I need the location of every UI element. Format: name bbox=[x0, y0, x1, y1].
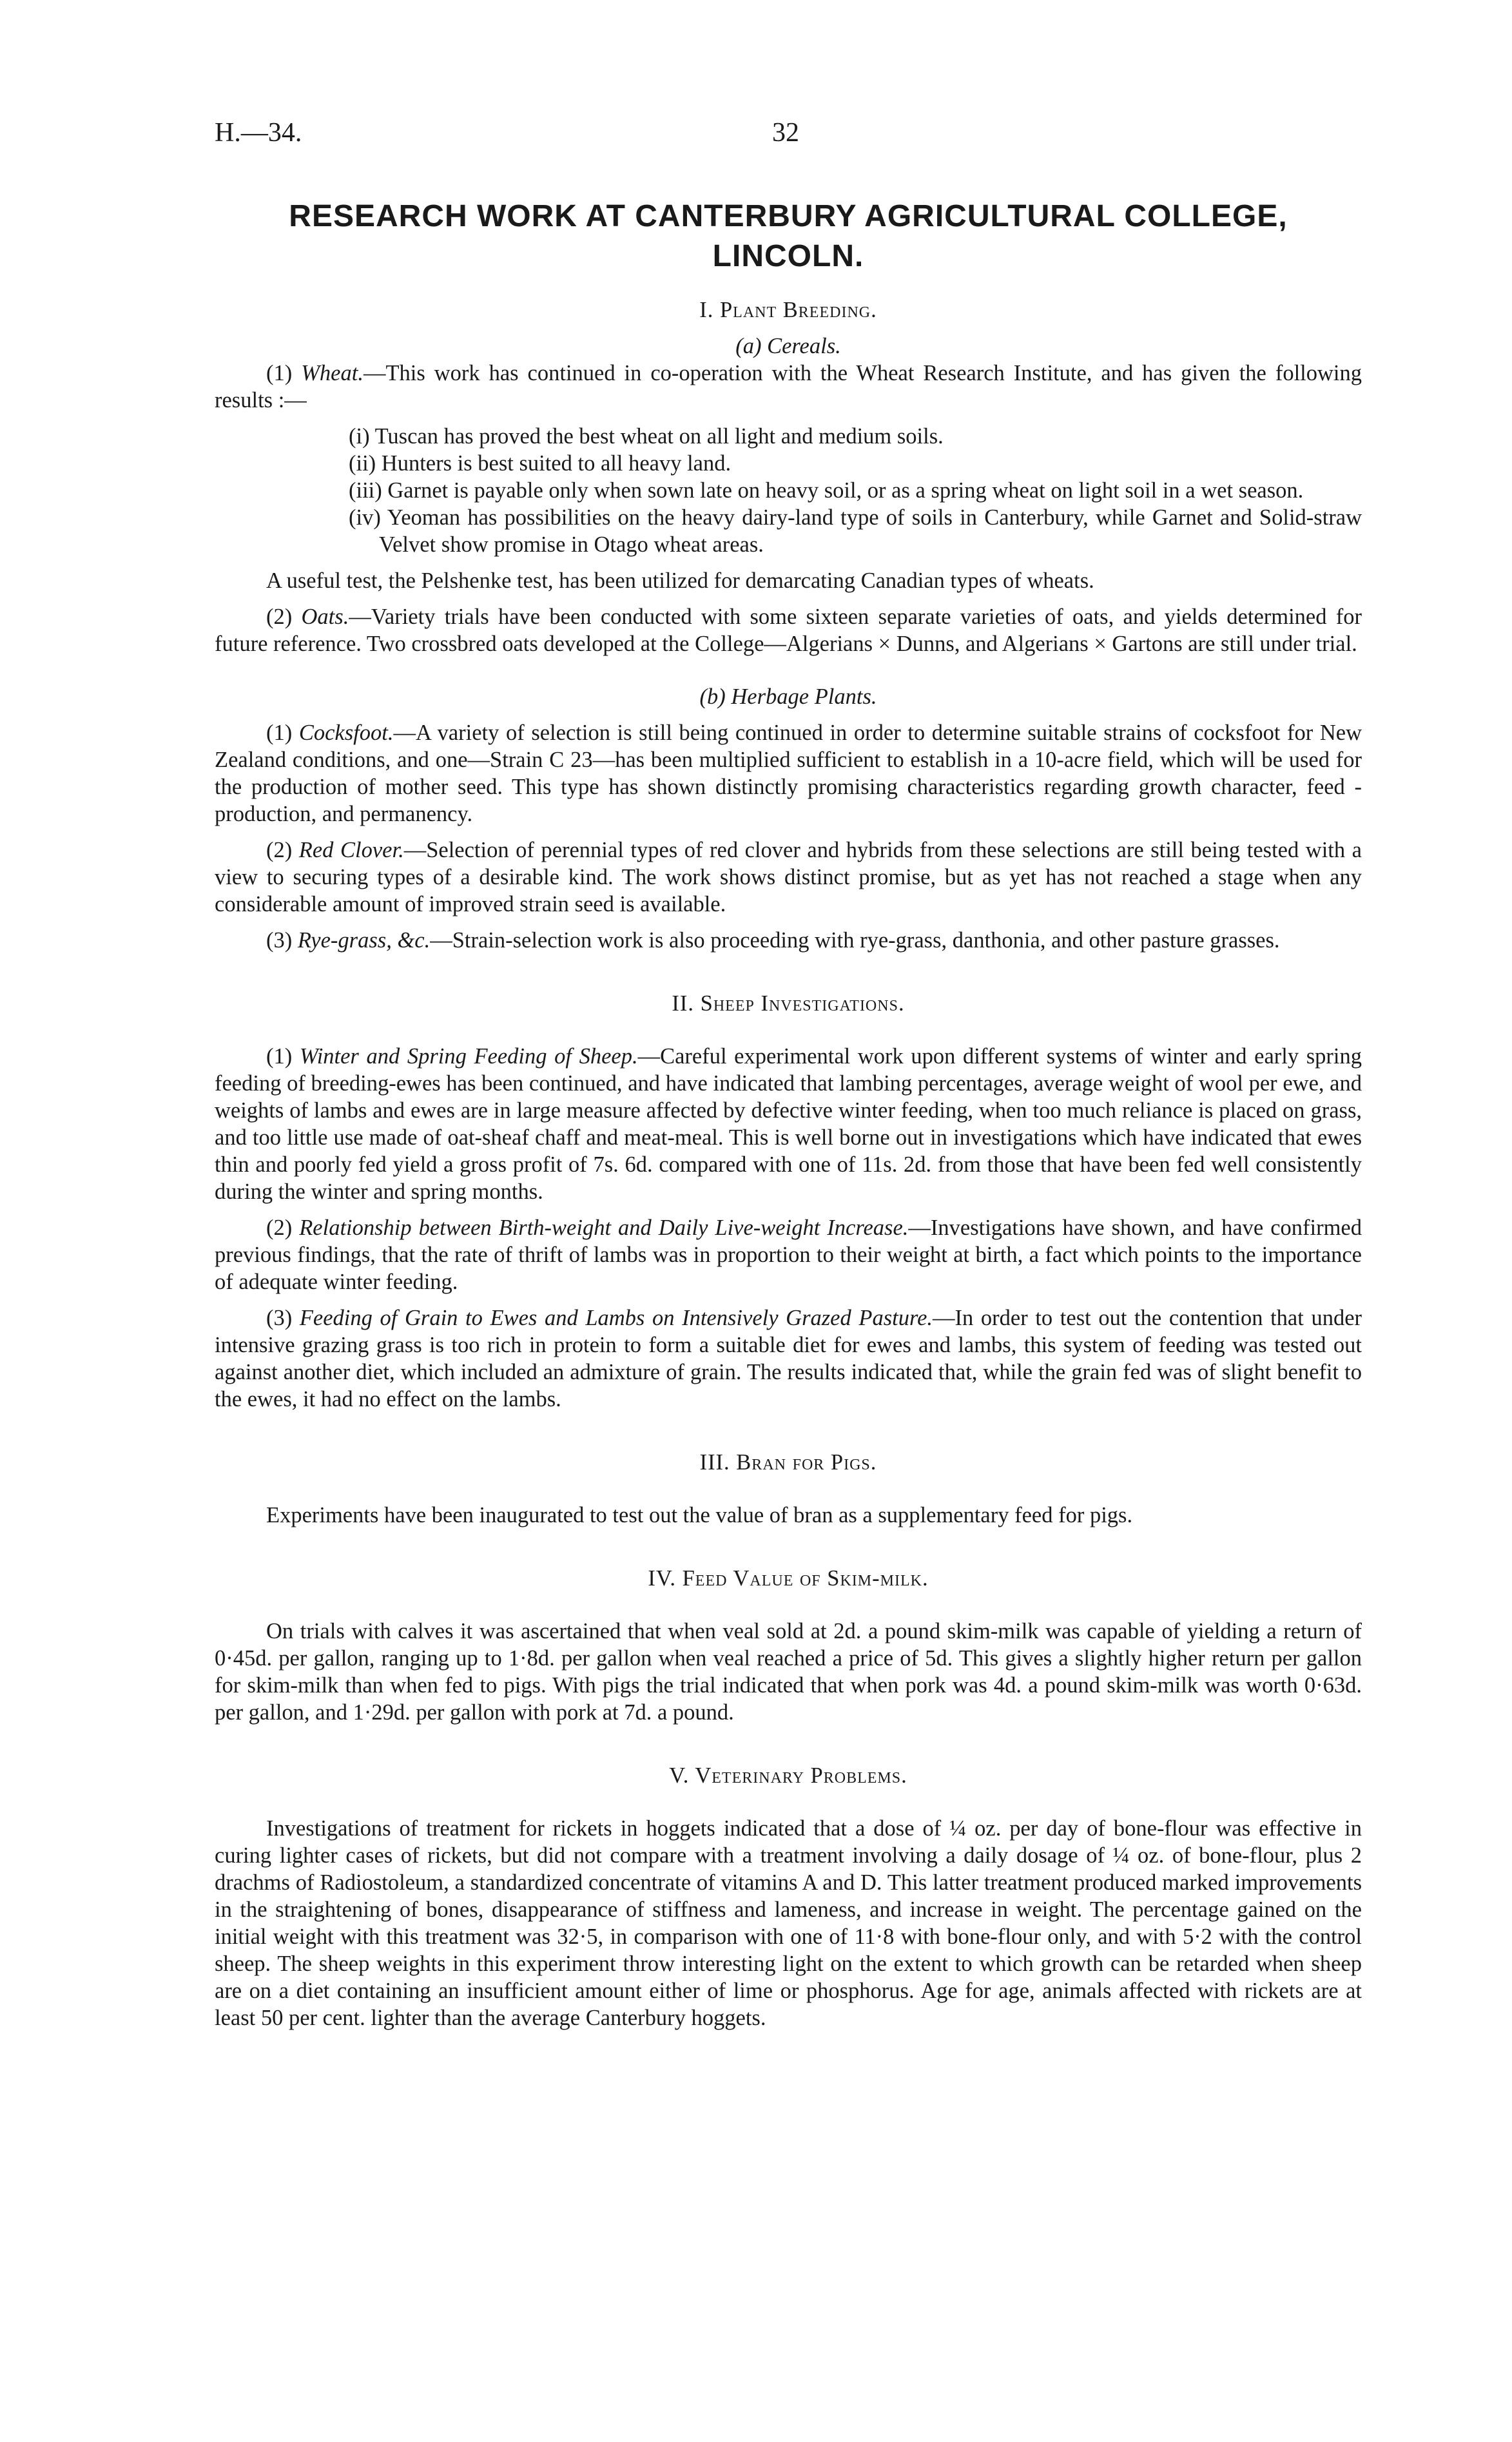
paragraph-pelshenke-note: A useful test, the Pelshenke test, has been utilized for demarcating Canadian types of wheats. bbox=[266, 568, 1094, 593]
paragraph-skim-milk: On trials with calves it was ascertained that when veal sold at 2d. a pound skim-milk was capable of yielding a return of 0·45d. per gallon, ranging up to 1·8d. per gallon when veal reached a price of 5d. This gives a slightly higher return per gallon for skim-milk than when fed to pigs. With pigs the trial indicated that when pork was 4d. a pound skim-milk was worth 0·63d. per gallon, and 1·29d. per gallon with pork at 7d. a pound. bbox=[215, 1619, 1362, 1725]
paragraph-bran: Experiments have been inaugurated to test out the value of bran as a supplementary feed for pigs. bbox=[266, 1503, 1133, 1527]
section-heading-sheep-investigations: II. Sheep Investigations. bbox=[672, 991, 905, 1016]
list-item: (iii) Garnet is payable only when sown late on heavy soil, or as a spring wheat on light soil in a wet season. bbox=[349, 478, 1304, 503]
document-body bbox=[215, 296, 1362, 2031]
paragraph-rickets: Investigations of treatment for rickets in hoggets indicated that a dose of ¼ oz. per day of bone-flour was effective in curing lighter cases of rickets, but did not compare with a treatment involving a daily dosage of ¼ oz. of bone-flour, plus 2 drachms of Radiostoleum, a standardized concentrate of vitamins A and D. This latter treatment produced marked improvements in the straightening of bones, disappearance of stiffness and lameness, and increase in weight. The percentage gained on the initial weight with this treatment was 32·5, in comparison with one of 11·8 with bone-flour only, and with 5·2 with the control sheep. The sheep weights in this experiment throw interesting light on the extent to which growth can be retarded when sheep are on a diet containing an insufficient amount either of lime or phosphorus. Age for age, animals affected with rickets are at least 50 per cent. lighter than the average Canterbury hoggets. bbox=[215, 1816, 1362, 2030]
paragraph-birth-weight: (2) Relationship between Birth-weight and Daily Live-weight Increase.—Investigations have shown, and have confirmed previous findings, that the rate of thrift of lambs was in proportion to their weight at birth, a fact which points to the importance of adequate winter feeding. bbox=[215, 1216, 1362, 1294]
paragraph-grain-feeding: (3) Feeding of Grain to Ewes and Lambs on Intensively Grazed Pasture.—In order to test out the contention that under intensive grazing grass is too rich in protein to form a suitable diet for ewes and lambs, this system of feeding was tested out against another diet, which included an admixture of grain. The results indicated that, while the grain fed was of slight benefit to the ewes, it had no effect on the lambs. bbox=[215, 1306, 1362, 1411]
section-heading-veterinary-problems: V. Veterinary Problems. bbox=[669, 1763, 907, 1788]
section-heading-bran-for-pigs: III. Bran for Pigs. bbox=[699, 1450, 877, 1475]
list-item: (ii) Hunters is best suited to all heavy land. bbox=[349, 451, 732, 476]
paragraph-winter-spring-feeding: (1) Winter and Spring Feeding of Sheep.—Careful experimental work upon different systems of winter and early spring feeding of breeding-ewes has been continued, and have indicated that lambing percentages, average weight of wool per ewe, and weights of lambs and ewes are in large measure affected by defective winter feeding, when too much reliance is placed on grass, and too little use made of oat-sheaf chaff and meat-meal. This is well borne out in investigations which have indicated that ewes thin and poorly fed yield a gross profit of 7s. 6d. compared with one of 11s. 2d. from those that have been fed well consistently during the winter and spring months. bbox=[215, 1044, 1362, 1204]
paragraph-oats: (2) Oats.—Variety trials have been conducted with some sixteen separate varieties of oats, and yields determined for future reference. Two crossbred oats developed at the College—Algerians × Dunns, and Algerians × Gartons are still under trial. bbox=[215, 605, 1362, 656]
section-heading-plant-breeding: I. Plant Breeding. bbox=[699, 298, 877, 322]
paragraph-rye-grass: (3) Rye-grass, &c.—Strain-selection work is also proceeding with rye-grass, danthonia, and other pasture grasses. bbox=[266, 928, 1280, 953]
list-item: (i) Tuscan has proved the best wheat on all light and medium soils. bbox=[349, 424, 944, 449]
subheading-herbage-plants: (b) Herbage Plants. bbox=[699, 684, 877, 709]
section-heading-skim-milk: IV. Feed Value of Skim-milk. bbox=[648, 1566, 929, 1591]
page-title: RESEARCH WORK AT CANTERBURY AGRICULTURAL COLLEGE, LINCOLN. bbox=[289, 199, 1288, 273]
list-item: (iv) Yeoman has possibilities on the heavy dairy-land type of soils in Canterbury, while Garnet and Solid-straw Velvet show promise in Otago wheat areas. bbox=[349, 505, 1362, 557]
paragraph-cocksfoot: (1) Cocksfoot.—A variety of selection is still being continued in order to determine suitable strains of cocksfoot for New Zealand conditions, and one—Strain C 23—has been multiplied sufficient to establish in a 10-acre field, which will be used for the production of mother seed. This type has shown distinctly promising characteristics regarding growth character, feed - production, and permanency. bbox=[215, 721, 1362, 826]
subheading-cereals: (a) Cereals. bbox=[735, 334, 841, 358]
paragraph-red-clover: (2) Red Clover.—Selection of perennial types of red clover and hybrids from these selections are still being tested with a view to securing types of a desirable kind. The work shows distinct promise, but as yet has not reached a stage when any considerable amount of improved strain seed is available. bbox=[215, 838, 1362, 916]
page-number: 32 bbox=[772, 118, 799, 148]
document-reference: H.—34. bbox=[215, 118, 302, 148]
paragraph-wheat: (1) Wheat.—This work has continued in co-operation with the Wheat Research Institute, and has given the following results :— bbox=[215, 361, 1362, 412]
